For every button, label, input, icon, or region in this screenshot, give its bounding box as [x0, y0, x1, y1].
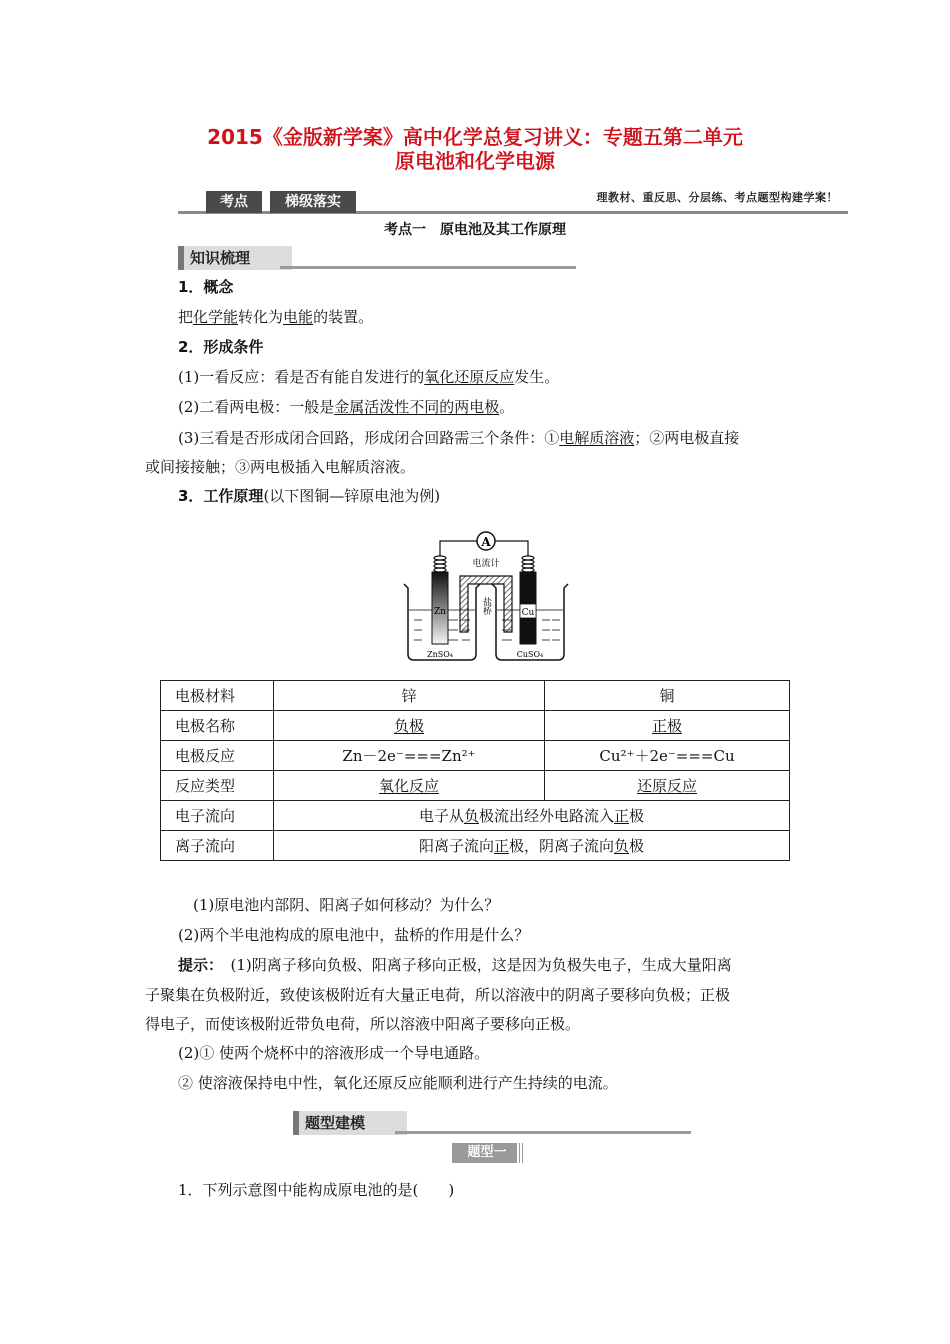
- table-row: 电极反应 Zn－2e⁻===Zn²⁺ Cu²⁺＋2e⁻===Cu: [161, 741, 790, 771]
- hint-line-1: 提示： (1)阴离子移向负极、阳离子移向正极，这是因为负极失电子，生成大量阳离: [178, 956, 732, 974]
- section-tag-knowledge: 知识梳理: [178, 246, 292, 270]
- banner-tag-tiji: 梯级落实: [270, 191, 356, 213]
- electrode-comparison-table: [160, 680, 790, 861]
- section-banner: [178, 187, 848, 213]
- table-row: 反应类型 氧化反应 还原反应: [161, 771, 790, 801]
- svg-text:ZnSO₄: ZnSO₄: [427, 650, 453, 659]
- subsection-tag-decor: [516, 1143, 524, 1163]
- svg-text:A: A: [481, 535, 491, 549]
- galvanic-cell-diagram: [400, 528, 572, 668]
- svg-text:Zn: Zn: [433, 607, 447, 617]
- concept-heading: 1．概念: [178, 278, 234, 296]
- condition-3-cont: 或间接接触；③两电极插入电解质溶液。: [145, 458, 416, 476]
- subsection-tag: 题型一: [452, 1143, 522, 1163]
- question-2: (2)两个半电池构成的原电池中，盐桥的作用是什么？: [178, 926, 530, 944]
- conditions-heading: 2．形成条件: [178, 338, 264, 356]
- svg-text:Cu: Cu: [521, 608, 535, 618]
- banner-slogan: 理教材、重反思、分层练、考点题型构建学案！: [596, 191, 838, 204]
- svg-text:电流计: 电流计: [472, 559, 500, 569]
- question-1: (1)原电池内部阴、阳离子如何移动？为什么？: [193, 896, 500, 914]
- banner-tag-kaodian: 考点: [206, 191, 262, 213]
- table-row: 离子流向 阳离子流向正极，阴离子流向负极: [161, 831, 790, 861]
- condition-2: (2)二看两电极：一般是金属活泼性不同的两电极。: [178, 398, 515, 416]
- concept-text: 把化学能转化为电能的装置。: [178, 308, 374, 326]
- section-rule: [280, 266, 576, 269]
- section-rule: [395, 1131, 691, 1134]
- topic-title: 考点一 原电池及其工作原理: [384, 222, 566, 238]
- svg-text:CuSO₄: CuSO₄: [516, 650, 544, 659]
- answer-2-2: ② 使溶液保持电中性，氧化还原反应能顺利进行产生持续的电流。: [178, 1074, 618, 1092]
- principle-heading: 3．工作原理(以下图铜—锌原电池为例): [178, 487, 441, 505]
- answer-2-1: (2)① 使两个烧杯中的溶液形成一个导电通路。: [178, 1044, 490, 1062]
- condition-1: (1)一看反应：看是否有能自发进行的氧化还原反应发生。: [178, 368, 560, 386]
- document-title-line2: 原电池和化学电源: [395, 149, 555, 173]
- hint-line-2: 子聚集在负极附近，致使该极附近有大量正电荷，所以溶液中的阴离子要移向负极；正极: [145, 986, 731, 1004]
- document-title-line1: 2015《金版新学案》高中化学总复习讲义：专题五第二单元: [207, 125, 743, 149]
- table-row: 电子流向 电子从负极流出经外电路流入正极: [161, 801, 790, 831]
- section-tag-modeling: 题型建模: [293, 1111, 407, 1135]
- exercise-1: 1．下列示意图中能构成原电池的是( ): [178, 1181, 455, 1199]
- table-row: 电极名称 负极 正极: [161, 711, 790, 741]
- table-row: 电极材料 锌 铜: [161, 681, 790, 711]
- hint-line-3: 得电子，而使该极附近带负电荷，所以溶液中阳离子要移向正极。: [145, 1015, 581, 1033]
- condition-3: (3)三看是否形成闭合回路，形成闭合回路需三个条件：①电解质溶液；②两电极直接: [178, 429, 740, 447]
- svg-text:盐桥: 盐桥: [481, 597, 491, 615]
